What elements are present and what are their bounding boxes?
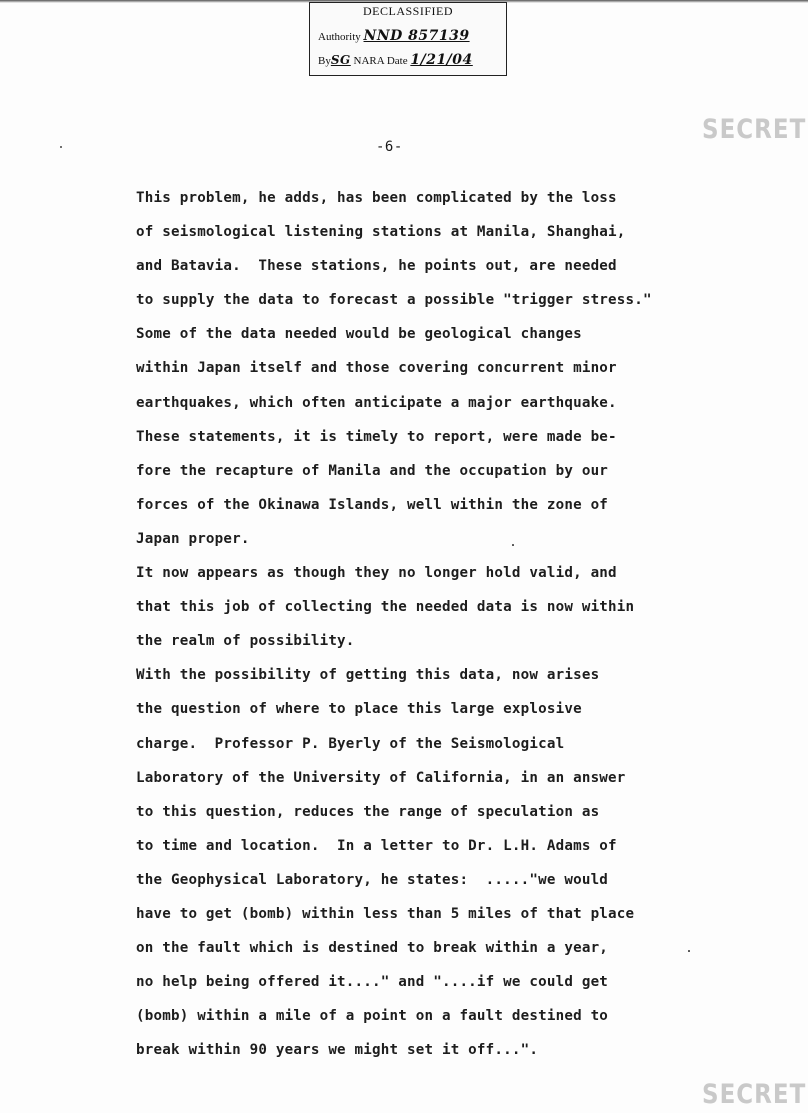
body-line: the Geophysical Laboratory, he states: ....."we would	[136, 871, 609, 888]
body-line: charge. Professor P. Byerly of the Seismological	[136, 735, 565, 752]
stamp-by-value: SG	[330, 53, 351, 67]
stamp-nara-date-label: NARA Date	[353, 55, 408, 67]
stamp-by-label: By	[318, 55, 331, 67]
scan-speck	[60, 146, 62, 148]
body-line: forces of the Okinawa Islands, well within the zone of	[136, 496, 609, 513]
body-line: break within 90 years we might set it off...".	[136, 1042, 539, 1059]
stamp-title: DECLASSIFIED	[362, 4, 453, 18]
stamp-nara-date-value: 1/21/04	[410, 52, 473, 68]
classification-mark-bottom: SECRET	[702, 1080, 807, 1110]
body-line: and Batavia. These stations, he points out, are needed	[136, 258, 617, 275]
body-line: no help being offered it...." and "....if we could get	[136, 974, 609, 991]
body-line: to supply the data to forecast a possible "trigger stress."	[136, 292, 652, 309]
body-line: Some of the data needed would be geological changes	[136, 326, 582, 343]
body-line: the question of where to place this large explosive	[136, 701, 582, 718]
body-line: Japan proper.	[136, 530, 250, 547]
classification-mark-top: SECRET	[702, 115, 807, 145]
body-line: have to get (bomb) within less than 5 miles of that place	[136, 905, 635, 922]
body-line: to time and location. In a letter to Dr. L.H. Adams of	[136, 837, 617, 854]
body-line: earthquakes, which often anticipate a major earthquake.	[136, 394, 617, 411]
body-line: These statements, it is timely to report, were made be-	[136, 428, 617, 445]
body-text	[136, 186, 736, 1072]
body-line: on the fault which is destined to break within a year,	[136, 940, 609, 957]
body-line: With the possibility of getting this data, now arises	[136, 667, 600, 684]
body-line: to this question, reduces the range of speculation as	[136, 803, 600, 820]
body-line: This problem, he adds, has been complicated by the loss	[136, 190, 617, 206]
body-line: within Japan itself and those covering concurrent minor	[136, 360, 617, 377]
body-line: of seismological listening stations at Manila, Shanghai,	[136, 224, 626, 241]
declassification-stamp	[309, 2, 507, 76]
stamp-authority-label: Authority	[318, 31, 361, 43]
body-line: the realm of possibility.	[136, 633, 355, 650]
body-line: (bomb) within a mile of a point on a fault destined to	[136, 1008, 609, 1025]
body-line: Laboratory of the University of California, in an answer	[136, 769, 626, 786]
body-line: It now appears as though they no longer hold valid, and	[136, 565, 617, 582]
body-line: that this job of collecting the needed data is now within	[136, 599, 635, 616]
page-number: -6-	[376, 139, 403, 155]
stamp-authority-value: NND 857139	[363, 28, 470, 44]
stamp-authority-row	[318, 28, 470, 44]
body-line: fore the recapture of Manila and the occupation by our	[136, 462, 609, 479]
stamp-by-row	[318, 52, 473, 68]
